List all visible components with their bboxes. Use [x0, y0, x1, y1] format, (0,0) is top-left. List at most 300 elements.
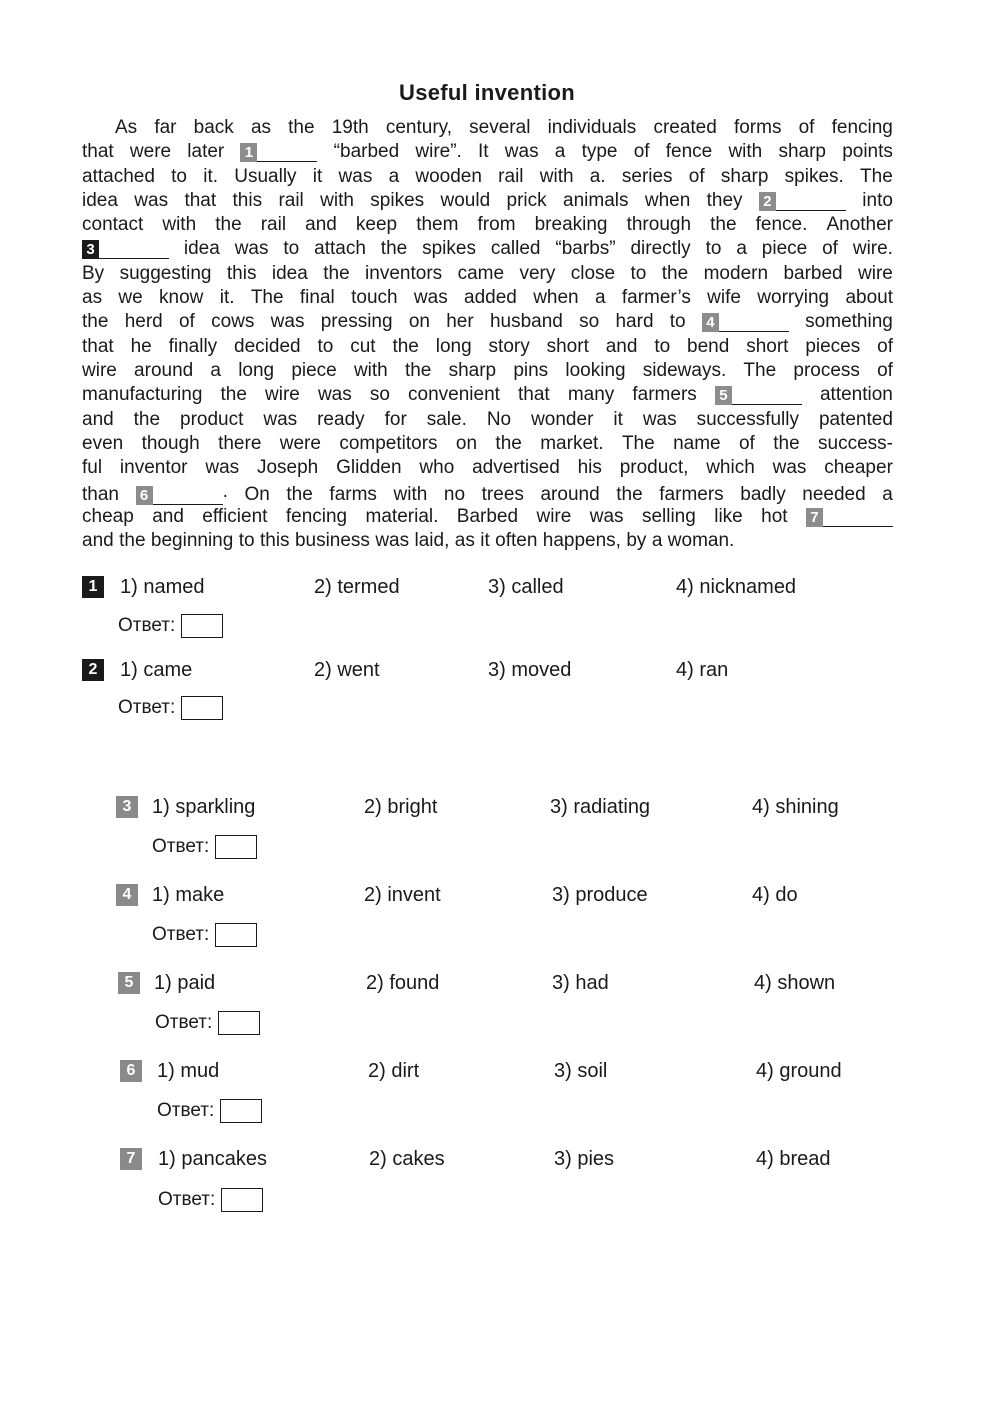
passage-line [82, 116, 893, 140]
passage-word: laid, [414, 530, 450, 552]
passage-word: wire”. [415, 141, 462, 163]
option-3[interactable]: 3) soil [554, 1060, 608, 1082]
task-5 [118, 968, 918, 998]
passage-word: cheap [82, 505, 134, 527]
passage-line [82, 262, 893, 286]
passage-word: his [577, 457, 602, 479]
passage-word: Another [826, 214, 893, 236]
task-3 [116, 792, 916, 822]
passage-word: farms [329, 483, 377, 505]
passage-word: suggesting [119, 262, 212, 284]
gap-4[interactable] [702, 313, 789, 332]
gap-punctuation: . [222, 481, 228, 503]
passage-word: rail [498, 165, 524, 187]
option-3[interactable]: 3) had [552, 972, 609, 994]
passage-word: efficient [202, 505, 268, 527]
answer-box[interactable] [215, 923, 257, 947]
passage-word: convenient [408, 384, 500, 406]
passage-word: the [220, 384, 247, 406]
passage-word: bend [687, 335, 730, 357]
passage-word: so [369, 384, 390, 406]
passage-word: that [82, 141, 114, 163]
passage-word: through [626, 214, 692, 236]
passage-word: came [457, 262, 505, 284]
passage-word: points [842, 141, 893, 163]
passage-word: touch [351, 287, 398, 309]
passage-line [82, 505, 893, 529]
gap-3[interactable] [82, 240, 169, 259]
option-3[interactable]: 3) called [488, 576, 564, 598]
passage-word: to [705, 238, 722, 260]
passage-word: animals [563, 189, 629, 211]
answer-label: Ответ: [155, 1012, 213, 1033]
passage-line [82, 456, 893, 480]
passage-word: with [393, 483, 428, 505]
passage-word: as [250, 117, 272, 138]
passage-word: product [180, 408, 244, 430]
passage-word: story [488, 335, 530, 357]
passage-word: to [171, 165, 187, 187]
passage-word: hard [615, 311, 654, 333]
passage-word: that [518, 384, 550, 406]
passage-word: manufacturing [82, 384, 203, 406]
passage-word: the [380, 238, 408, 260]
gap-number: 1 [240, 143, 257, 162]
passage-word: the [710, 214, 737, 236]
passage-word: the [119, 530, 146, 552]
passage-word: around [540, 483, 600, 505]
passage-word: was [263, 408, 298, 430]
passage-word: long [238, 359, 275, 381]
task-4 [116, 880, 916, 910]
passage-word: farmers [632, 384, 697, 406]
gap-blank[interactable] [99, 241, 169, 259]
passage-word: inventor [119, 457, 188, 479]
passage-word: wire [82, 359, 117, 381]
passage-word: of [822, 238, 838, 260]
task-number: 5 [118, 972, 140, 994]
passage-word: a [736, 238, 747, 260]
option-4[interactable]: 4) ground [756, 1060, 842, 1082]
passage-word: happens, [542, 530, 621, 552]
answer-label: Ответ: [152, 924, 210, 945]
gap-number: 4 [702, 313, 719, 332]
option-3[interactable]: 3) produce [552, 884, 648, 906]
passage-line [82, 165, 893, 189]
option-1[interactable]: 1) named [120, 576, 205, 598]
gap-number: 6 [136, 486, 153, 505]
passage-word: like [714, 505, 743, 527]
option-4[interactable]: 4) shining [752, 796, 839, 818]
option-1[interactable]: 1) pancakes [158, 1148, 267, 1170]
passage-word: patented [818, 408, 893, 430]
passage-word: The [621, 432, 655, 454]
passage-word: was [338, 165, 373, 187]
passage-word: contact [82, 214, 144, 236]
passage-line [82, 529, 893, 553]
passage-word: with [162, 214, 197, 236]
passage-word: to [317, 335, 334, 357]
passage-word: sale. [426, 408, 467, 430]
option-3[interactable]: 3) moved [488, 659, 572, 681]
passage-word: to [669, 311, 686, 333]
passage-word: sharp [448, 359, 497, 381]
passage-word: the [286, 483, 313, 505]
passage-word: prick [506, 189, 547, 211]
passage-word: “barbs” [555, 238, 616, 260]
passage-word: to [238, 530, 255, 552]
passage-word: would [440, 189, 491, 211]
passage-word: was [413, 287, 448, 309]
passage-word: competitors [339, 432, 438, 454]
passage-line [82, 335, 893, 359]
option-2[interactable]: 2) went [314, 659, 380, 681]
passage-word: was [642, 408, 677, 430]
passage-word: barbed [783, 262, 843, 284]
passage-word: 19th [331, 117, 369, 138]
passage-word: wire [536, 505, 572, 527]
passage-word: a [554, 141, 566, 163]
passage-line [82, 213, 893, 237]
passage-word: sharp [720, 165, 769, 187]
gap-blank[interactable] [257, 144, 317, 162]
passage-word: Usually [234, 165, 297, 187]
passage-word: The [743, 359, 777, 381]
answer-label: Ответ: [152, 836, 210, 857]
passage-word: herd [124, 311, 163, 333]
passage-word: we [118, 287, 143, 309]
passage-word: pieces [805, 335, 861, 357]
passage-word: long [435, 335, 472, 357]
passage-line [82, 189, 893, 213]
passage-line [82, 480, 893, 504]
gap-blank[interactable] [719, 314, 789, 332]
passage-word: the [392, 335, 419, 357]
passage-word: successfully [696, 408, 799, 430]
passage-word: from [477, 214, 516, 236]
passage-word: sideways. [642, 359, 727, 381]
passage-word: attached [82, 165, 155, 187]
passage-word: was [317, 384, 352, 406]
passage-word: when [644, 189, 691, 211]
passage-word: attention [819, 384, 893, 406]
passage-word: piece [291, 359, 337, 381]
passage-word: he [130, 335, 152, 357]
passage-word: fencing [285, 505, 348, 527]
passage-word: very [519, 262, 556, 284]
passage-word: husband [489, 311, 563, 333]
passage-word: spikes. [784, 165, 844, 187]
gap-number: 3 [82, 240, 99, 259]
passage-word: was [134, 189, 169, 211]
option-3[interactable]: 3) radiating [550, 796, 651, 818]
passage-word: so [579, 311, 600, 333]
passage-word: of [178, 311, 195, 333]
answer-row [157, 1097, 262, 1125]
option-2[interactable]: 2) invent [364, 884, 441, 906]
passage-word: rail [260, 214, 287, 236]
passage-word: was [234, 238, 269, 260]
gap-number: 5 [715, 386, 732, 405]
passage-word: of [877, 359, 893, 381]
answer-box[interactable] [218, 1011, 260, 1035]
answer-row [152, 921, 257, 949]
passage-word: idea [271, 262, 308, 284]
passage-line [82, 432, 893, 456]
passage-word: there [218, 432, 262, 454]
passage-word: Joseph [256, 457, 319, 479]
gap-6[interactable] [136, 480, 228, 504]
passage-word: fence. [755, 214, 808, 236]
passage-word: was [504, 141, 539, 163]
passage-word: later [187, 141, 225, 163]
answer-box[interactable] [215, 835, 257, 859]
passage-word: on [408, 311, 430, 333]
passage-word: to [283, 238, 300, 260]
passage-word: this [259, 530, 290, 552]
page-title: Useful invention [399, 80, 575, 105]
passage-word: final [299, 287, 335, 309]
passage-word: into [862, 189, 893, 211]
option-3[interactable]: 3) pies [554, 1148, 615, 1170]
gap-number: 7 [806, 508, 823, 527]
passage-word: looking [565, 359, 626, 381]
gap-blank[interactable] [153, 487, 223, 505]
passage-word: By [82, 262, 105, 284]
passage-word: attach [314, 238, 366, 260]
passage-word: needed [802, 483, 866, 505]
passage-word: Barbed [456, 505, 519, 527]
passage-word: and [82, 408, 114, 430]
answer-row [118, 612, 223, 640]
passage-word: forms [733, 117, 782, 138]
option-1[interactable]: 1) sparkling [152, 796, 256, 818]
passage-word: The [250, 287, 284, 309]
passage-word: wire. [852, 238, 893, 260]
passage-word: wire [265, 384, 300, 406]
option-4[interactable]: 4) nicknamed [676, 576, 797, 598]
task-number: 6 [120, 1060, 142, 1082]
passage-word: fence [665, 141, 713, 163]
passage-word: the [661, 262, 689, 284]
task-number: 2 [82, 659, 104, 681]
passage-word: it. [203, 165, 219, 187]
passage-word: back [193, 117, 234, 138]
passage-word: by [626, 530, 647, 552]
passage-word: selling [641, 505, 696, 527]
passage-word: it [480, 530, 490, 552]
task-number: 3 [116, 796, 138, 818]
task-7 [120, 1144, 920, 1174]
passage-word: cut [350, 335, 376, 357]
passage-word: rail [278, 189, 304, 211]
passage-word: a [594, 287, 606, 309]
passage-word: and [305, 214, 337, 236]
passage-word: cheaper [824, 457, 893, 479]
passage-word: as [454, 530, 475, 552]
passage-word: to [654, 335, 671, 357]
passage-word: finally [168, 335, 218, 357]
option-2[interactable]: 2) found [366, 972, 440, 994]
passage-word: idea [82, 189, 118, 211]
passage-word: often [495, 530, 538, 552]
gap-2[interactable] [759, 192, 846, 211]
passage-word: the [82, 311, 109, 333]
option-4[interactable]: 4) do [752, 884, 798, 906]
passage-line [82, 310, 893, 334]
passage-word: it. [219, 287, 235, 309]
passage-line [82, 140, 893, 164]
passage-word: farmers [659, 483, 724, 505]
passage-word: short [746, 335, 789, 357]
passage-word: cows [211, 311, 255, 333]
passage-word: market. [540, 432, 604, 454]
passage-word: added [464, 287, 517, 309]
passage-word: No [486, 408, 512, 430]
passage-line [82, 408, 893, 432]
passage-word: badly [740, 483, 786, 505]
passage-word: when [533, 287, 579, 309]
passage-word: though [141, 432, 200, 454]
passage-word: even [82, 432, 124, 454]
passage-word: idea [183, 238, 220, 260]
passage-word: beginning [150, 530, 234, 552]
passage-word: of [738, 432, 755, 454]
passage-word: was [375, 530, 410, 552]
passage-word: decided [234, 335, 301, 357]
answer-box[interactable] [181, 614, 223, 638]
passage-word: advertised [472, 457, 560, 479]
gap-blank[interactable] [732, 387, 802, 405]
passage-word: ready [317, 408, 365, 430]
passage-word: pins [513, 359, 549, 381]
gap-number: 2 [759, 192, 776, 211]
passage-word: a [651, 530, 663, 552]
passage-word: of [633, 141, 650, 163]
passage-word: her [446, 311, 474, 333]
passage-word: series [621, 165, 673, 187]
answer-label: Ответ: [118, 615, 176, 636]
passage-word: who [419, 457, 455, 479]
passage-word: was [205, 457, 240, 479]
passage-word: with [320, 189, 354, 211]
option-2[interactable]: 2) cakes [369, 1148, 445, 1170]
passage-word: a [882, 483, 893, 505]
passage-word: process [793, 359, 860, 381]
passage-word: this [226, 262, 257, 284]
passage-word: this [232, 189, 263, 211]
passage-word: material. [365, 505, 439, 527]
passage-word: fencing [831, 117, 893, 138]
passage-word: Glidden [336, 457, 402, 479]
passage-word: ful [82, 457, 103, 479]
passage-word: it [613, 408, 623, 430]
answer-label: Ответ: [157, 1100, 215, 1121]
task-number: 7 [120, 1148, 142, 1170]
passage-word: and [82, 530, 114, 552]
answer-row [155, 1009, 260, 1037]
option-1[interactable]: 1) came [120, 659, 193, 681]
passage-word: about [845, 287, 893, 309]
answer-box[interactable] [220, 1099, 262, 1123]
passage-word: sharp [778, 141, 826, 163]
passage-word: the [323, 262, 350, 284]
passage-word: know [159, 287, 204, 309]
passage-word: several [469, 117, 531, 138]
passage-word: was [270, 311, 305, 333]
passage-word: something [805, 311, 893, 333]
passage-word: of [688, 165, 705, 187]
passage-word: spikes [422, 238, 476, 260]
passage-word: short [546, 335, 589, 357]
passage-word: individuals [547, 117, 637, 138]
option-1[interactable]: 1) paid [154, 972, 216, 994]
passage-word: modern [703, 262, 769, 284]
task-1 [82, 572, 882, 602]
passage-word: woman. [667, 530, 735, 552]
passage-word: for [384, 408, 407, 430]
passage-word: created [653, 117, 717, 138]
passage-word: than [82, 483, 119, 505]
option-1[interactable]: 1) mud [157, 1060, 220, 1082]
gap-blank[interactable] [823, 509, 893, 527]
passage-word: farmer’s [621, 287, 691, 309]
passage-word: century, [385, 117, 453, 138]
passage-word: with [728, 141, 763, 163]
answer-label: Ответ: [158, 1189, 216, 1210]
passage-word: a [388, 165, 400, 187]
gap-7[interactable] [806, 508, 893, 527]
passage-word: the [495, 432, 522, 454]
passage-word: them [416, 214, 459, 236]
passage-word: hot [761, 505, 788, 527]
passage-word: spikes [370, 189, 425, 211]
passage-word: trees [481, 483, 524, 505]
option-2[interactable]: 2) dirt [368, 1060, 420, 1082]
passage-word: they [706, 189, 743, 211]
passage-word: which [706, 457, 755, 479]
passage-word: it [312, 165, 323, 187]
option-2[interactable]: 2) termed [314, 576, 400, 598]
passage-word: keep [355, 214, 398, 236]
gap-5[interactable] [715, 386, 802, 405]
passage-line [82, 237, 893, 261]
option-4[interactable]: 4) bread [756, 1148, 831, 1170]
passage-word: that [184, 189, 217, 211]
gap-1[interactable] [240, 143, 317, 162]
option-4[interactable]: 4) ran [676, 659, 729, 681]
passage-word: wooden [415, 165, 482, 187]
passage-word: wire [858, 262, 893, 284]
passage-word: “barbed [333, 141, 400, 163]
answer-box[interactable] [221, 1188, 263, 1212]
gap-blank[interactable] [776, 193, 846, 211]
passage-word: directly [630, 238, 691, 260]
option-2[interactable]: 2) bright [364, 796, 438, 818]
passage-word: that [82, 335, 114, 357]
option-1[interactable]: 1) make [152, 884, 225, 906]
answer-box[interactable] [181, 696, 223, 720]
passage-text [82, 116, 893, 553]
passage-word: success- [818, 432, 893, 454]
option-4[interactable]: 4) shown [754, 972, 836, 994]
passage-word: far [154, 117, 177, 138]
answer-row [118, 694, 223, 722]
passage-word: piece [761, 238, 808, 260]
passage-word: and [605, 335, 638, 357]
passage-word: inventors [365, 262, 443, 284]
task-number: 4 [116, 884, 138, 906]
